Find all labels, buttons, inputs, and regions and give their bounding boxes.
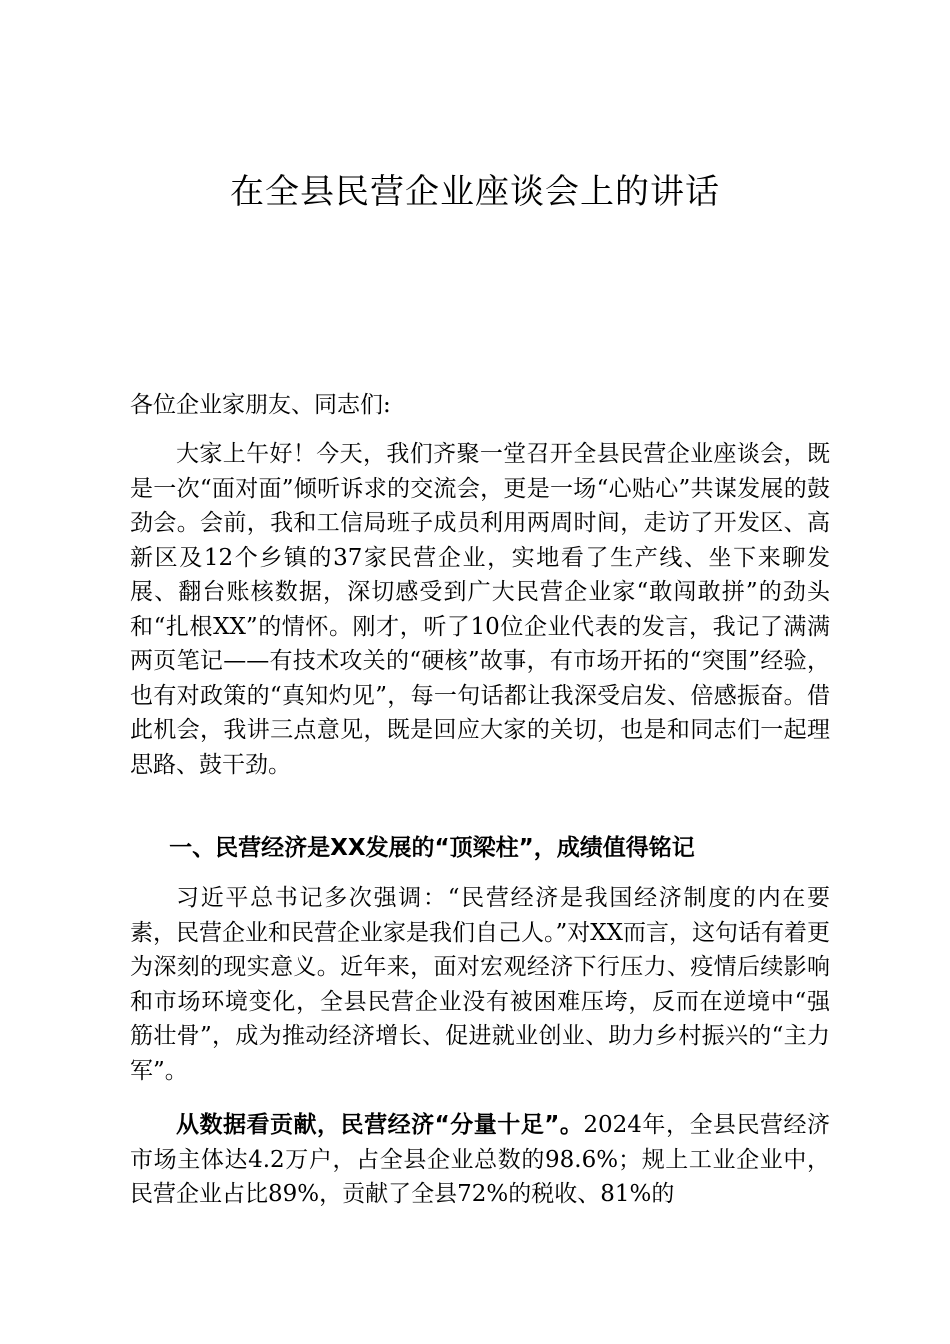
paragraph-body-text: 2024年，全县民营经济市场主体达4.2万户，占全县企业总数的98.6%；规上工业企业中，民营企业占比89%，贡献了全县72%的税收、81%的 (130, 1112, 830, 1207)
salutation: 各位企业家朋友、同志们: (130, 392, 391, 418)
opening-paragraph: 大家上午好！今天，我们齐聚一堂召开全县民营企业座谈会，既是一次“面对面”倾听诉求的交流会，更是一场“心贴心”共谋发展的鼓劲会。会前，我和工信局班子成员利用两周时间，走访了开发区、高新区及12个乡镇的37家民营企业，实地看了生产线、坐下来聊发展、翻台账核数据，深切感受到广大民营企业家“敢闯敢拼”的劲头和“扎根XX”的情怀。刚才，听了10位企业代表的发言，我记了满满两页笔记——有技术攻关的“硬核”故事，有市场开拓的“突围”经验，也有对政策的“真知灼见”，每一句话都让我深受启发、倍感振奋。借此机会，我讲三点意见，既是回应大家的关切，也是和同志们一起理思路、鼓干劲。 (130, 441, 830, 778)
section1-paragraph-1: 习近平总书记多次强调：“民营经济是我国经济制度的内在要素，民营企业和民营企业家是我们自己人。”对XX而言，这句话有着更为深刻的现实意义。近年来，面对宏观经济下行压力、疫情后续影响和市场环境变化，全县民营企业没有被困难压垮，反而在逆境中“强筋壮骨”，成为推动经济增长、促进就业创业、助力乡村振兴的“主力军”。 (130, 885, 831, 1084)
section1-paragraph-2 (130, 1108, 830, 1212)
paragraph-lead-sentence: 从数据看贡献，民营经济“分量十足”。 (176, 1112, 584, 1138)
section-heading-1: 一、民营经济是XX发展的“顶梁柱”，成绩值得铭记 (169, 835, 695, 861)
document-title: 在全县民营企业座谈会上的讲话 (230, 172, 720, 212)
